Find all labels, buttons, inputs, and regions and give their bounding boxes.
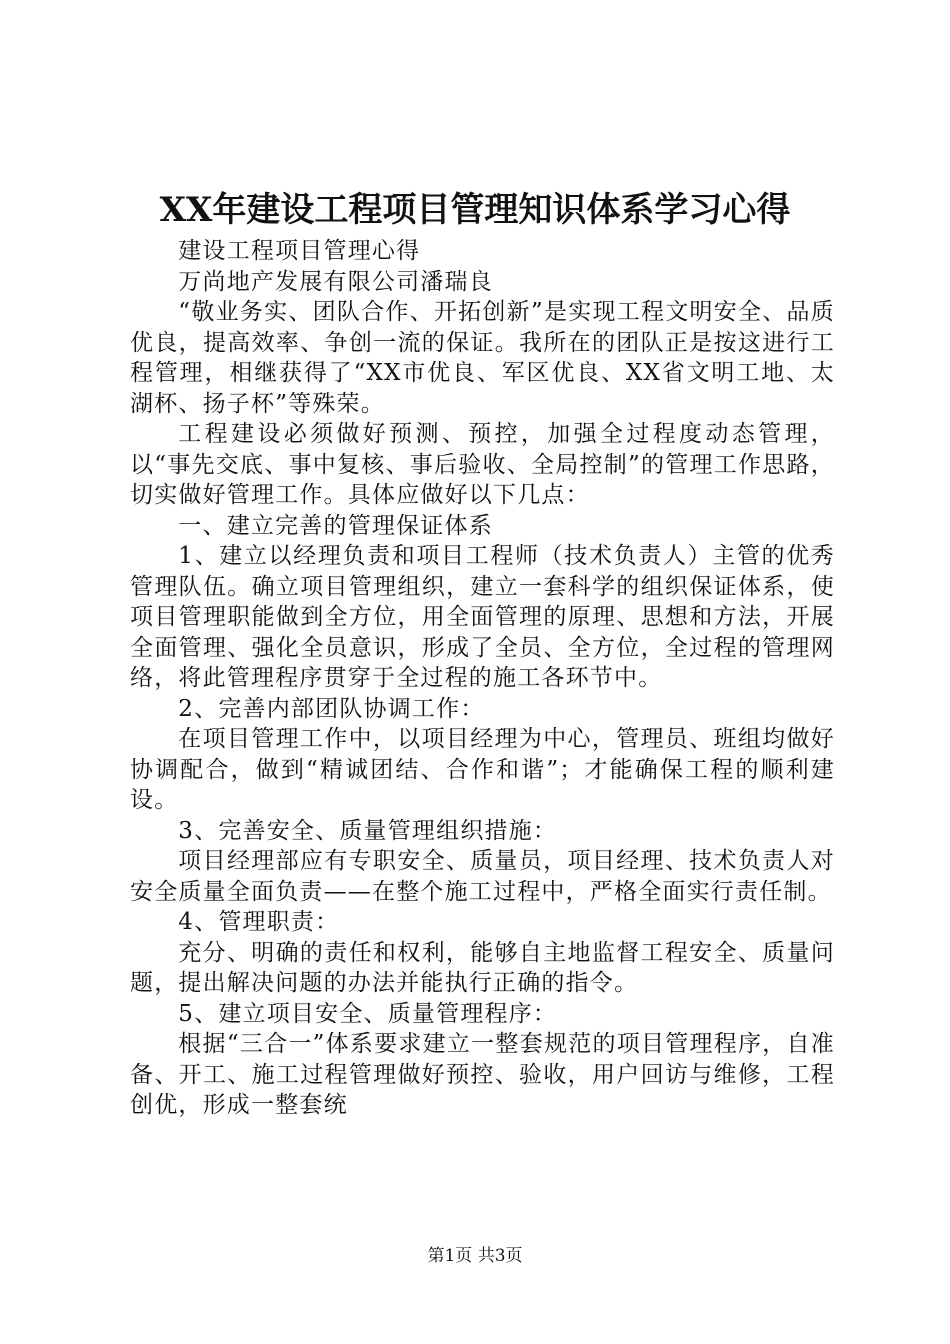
paragraph: 项目经理部应有专职安全、质量员，项目经理、技术负责人对安全质量全面负责——在整个施工过程中，严格全面实行责任制。 [130, 848, 835, 905]
paragraph: “敬业务实、团队合作、开拓创新”是实现工程文明安全、品质优良，提高效率、争创一流的保证。我所在的团队正是按这进行工程管理，相继获得了“XX市优良、军区优良、XX省文明工地、太湖杯、扬子杯”等殊荣。 [130, 299, 835, 417]
paragraph-author: 万尚地产发展有限公司潘瑞良 [178, 268, 493, 295]
item-heading: 4、管理职责： [178, 909, 340, 935]
paragraph: 在项目管理工作中，以项目经理为中心，管理员、班组均做好协调配合，做到“精诚团结、合作和谐”；才能确保工程的顺利建设。 [130, 726, 835, 813]
paragraph: 1、建立以经理负责和项目工程师（技术负责人）主管的优秀管理队伍。确立项目管理组织，建立一套科学的组织保证体系，使项目管理职能做到全方位，用全面管理的原理、思想和方法，开展全面管理、强化全员意识，形成了全员、全方位，全过程的管理网络，将此管理程序贯穿于全过程的施工各环节中。 [130, 543, 835, 691]
paragraph: 充分、明确的责任和权利，能够自主地监督工程安全、质量问题，提出解决问题的办法并能执行正确的指令。 [130, 939, 835, 996]
document-title: XX年建设工程项目管理知识体系学习心得 [159, 190, 791, 230]
section-heading: 一、建立完善的管理保证体系 [178, 512, 493, 539]
paragraph-subtitle: 建设工程项目管理心得 [178, 238, 421, 264]
page-number-footer: 第1页 共3页 [427, 1246, 523, 1266]
document-body [130, 236, 835, 1121]
item-heading: 2、完善内部团队协调工作： [178, 695, 485, 722]
paragraph: 根据“三合一”体系要求建立一整套规范的项目管理程序，自准备、开工、施工过程管理做好预控、验收，用户回访与维修，工程创优，形成一整套统 [130, 1031, 835, 1118]
item-heading: 5、建立项目安全、质量管理程序： [178, 1000, 558, 1027]
item-heading: 3、完善安全、质量管理组织措施： [178, 817, 558, 844]
paragraph: 工程建设必须做好预测、预控，加强全过程度动态管理，以“事先交底、事中复核、事后验收、全局控制”的管理工作思路，切实做好管理工作。具体应做好以下几点： [130, 421, 835, 508]
